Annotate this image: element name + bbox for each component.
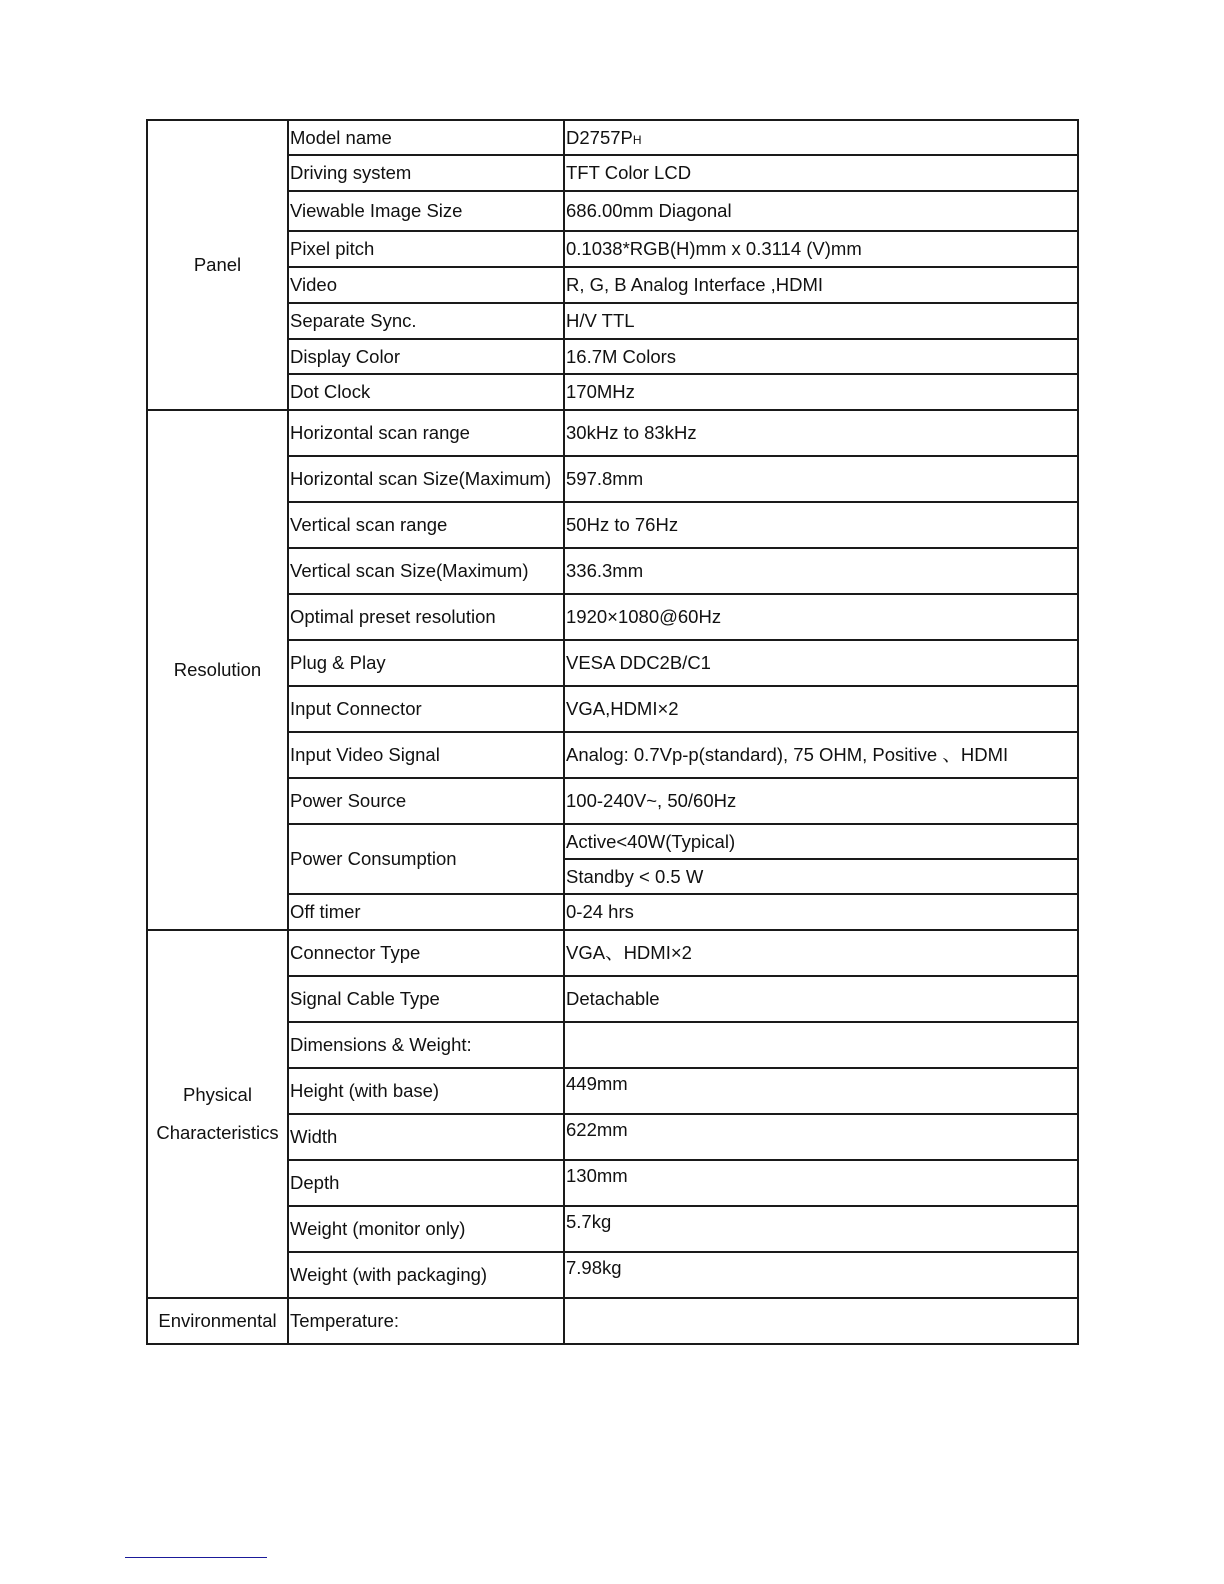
spec-label: Off timer bbox=[288, 894, 564, 930]
section-physical-characteristics: Physical Characteristics bbox=[147, 930, 288, 1298]
table-row bbox=[147, 410, 1078, 456]
spec-label: Weight (with packaging) bbox=[288, 1252, 564, 1298]
spec-label: Signal Cable Type bbox=[288, 976, 564, 1022]
spec-label: Dot Clock bbox=[288, 374, 564, 410]
table-row bbox=[147, 930, 1078, 976]
spec-value: 336.3mm bbox=[564, 548, 1078, 594]
spec-label: Depth bbox=[288, 1160, 564, 1206]
spec-value: H/V TTL bbox=[564, 303, 1078, 339]
spec-value: 30kHz to 83kHz bbox=[564, 410, 1078, 456]
spec-label: Vertical scan range bbox=[288, 502, 564, 548]
spec-label: Connector Type bbox=[288, 930, 564, 976]
spec-value: 1920×1080@60Hz bbox=[564, 594, 1078, 640]
spec-value: 622mm bbox=[564, 1114, 1078, 1160]
spec-label: Model name bbox=[288, 120, 564, 155]
spec-value: 50Hz to 76Hz bbox=[564, 502, 1078, 548]
spec-value: 130mm bbox=[564, 1160, 1078, 1206]
spec-value: 0-24 hrs bbox=[564, 894, 1078, 930]
section-environmental: Environmental bbox=[147, 1298, 288, 1344]
spec-label: Plug & Play bbox=[288, 640, 564, 686]
spec-value: 0.1038*RGB(H)mm x 0.3114 (V)mm bbox=[564, 231, 1078, 267]
spec-label: Display Color bbox=[288, 339, 564, 374]
spec-value: Detachable bbox=[564, 976, 1078, 1022]
spec-value: R, G, B Analog Interface ,HDMI bbox=[564, 267, 1078, 303]
spec-label: Input Connector bbox=[288, 686, 564, 732]
spec-label: Pixel pitch bbox=[288, 231, 564, 267]
spec-value: VGA,HDMI×2 bbox=[564, 686, 1078, 732]
spec-label: Driving system bbox=[288, 155, 564, 191]
spec-label: Power Consumption bbox=[288, 824, 564, 894]
spec-label: Width bbox=[288, 1114, 564, 1160]
spec-label: Temperature: bbox=[288, 1298, 564, 1344]
spec-value: 100-240V~, 50/60Hz bbox=[564, 778, 1078, 824]
spec-value: 5.7kg bbox=[564, 1206, 1078, 1252]
spec-value: 16.7M Colors bbox=[564, 339, 1078, 374]
spec-label: Power Source bbox=[288, 778, 564, 824]
table-row bbox=[147, 1298, 1078, 1344]
spec-value: D2757PH bbox=[564, 120, 1078, 155]
spec-value: 449mm bbox=[564, 1068, 1078, 1114]
spec-value: 7.98kg bbox=[564, 1252, 1078, 1298]
spec-label: Weight (monitor only) bbox=[288, 1206, 564, 1252]
footnote-separator bbox=[125, 1557, 267, 1558]
spec-value: 170MHz bbox=[564, 374, 1078, 410]
spec-label: Dimensions & Weight: bbox=[288, 1022, 564, 1068]
spec-value: VGA、HDMI×2 bbox=[564, 930, 1078, 976]
spec-value: 686.00mm Diagonal bbox=[564, 191, 1078, 231]
spec-value bbox=[564, 1022, 1078, 1068]
section-resolution: Resolution bbox=[147, 410, 288, 930]
table-row bbox=[147, 120, 1078, 155]
spec-label: Horizontal scan Size(Maximum) bbox=[288, 456, 564, 502]
spec-label: Separate Sync. bbox=[288, 303, 564, 339]
spec-label: Horizontal scan range bbox=[288, 410, 564, 456]
spec-value bbox=[564, 1298, 1078, 1344]
spec-value: VESA DDC2B/C1 bbox=[564, 640, 1078, 686]
spec-value: 597.8mm bbox=[564, 456, 1078, 502]
spec-label: Height (with base) bbox=[288, 1068, 564, 1114]
spec-value: Active<40W(Typical) bbox=[564, 824, 1078, 859]
spec-table bbox=[146, 119, 1079, 1345]
spec-value: Standby < 0.5 W bbox=[564, 859, 1078, 894]
spec-value: TFT Color LCD bbox=[564, 155, 1078, 191]
spec-label: Viewable Image Size bbox=[288, 191, 564, 231]
spec-label: Video bbox=[288, 267, 564, 303]
spec-value: Analog: 0.7Vp-p(standard), 75 OHM, Positive 、HDMI bbox=[564, 732, 1078, 778]
section-panel: Panel bbox=[147, 120, 288, 410]
spec-label: Optimal preset resolution bbox=[288, 594, 564, 640]
spec-label: Vertical scan Size(Maximum) bbox=[288, 548, 564, 594]
spec-label: Input Video Signal bbox=[288, 732, 564, 778]
